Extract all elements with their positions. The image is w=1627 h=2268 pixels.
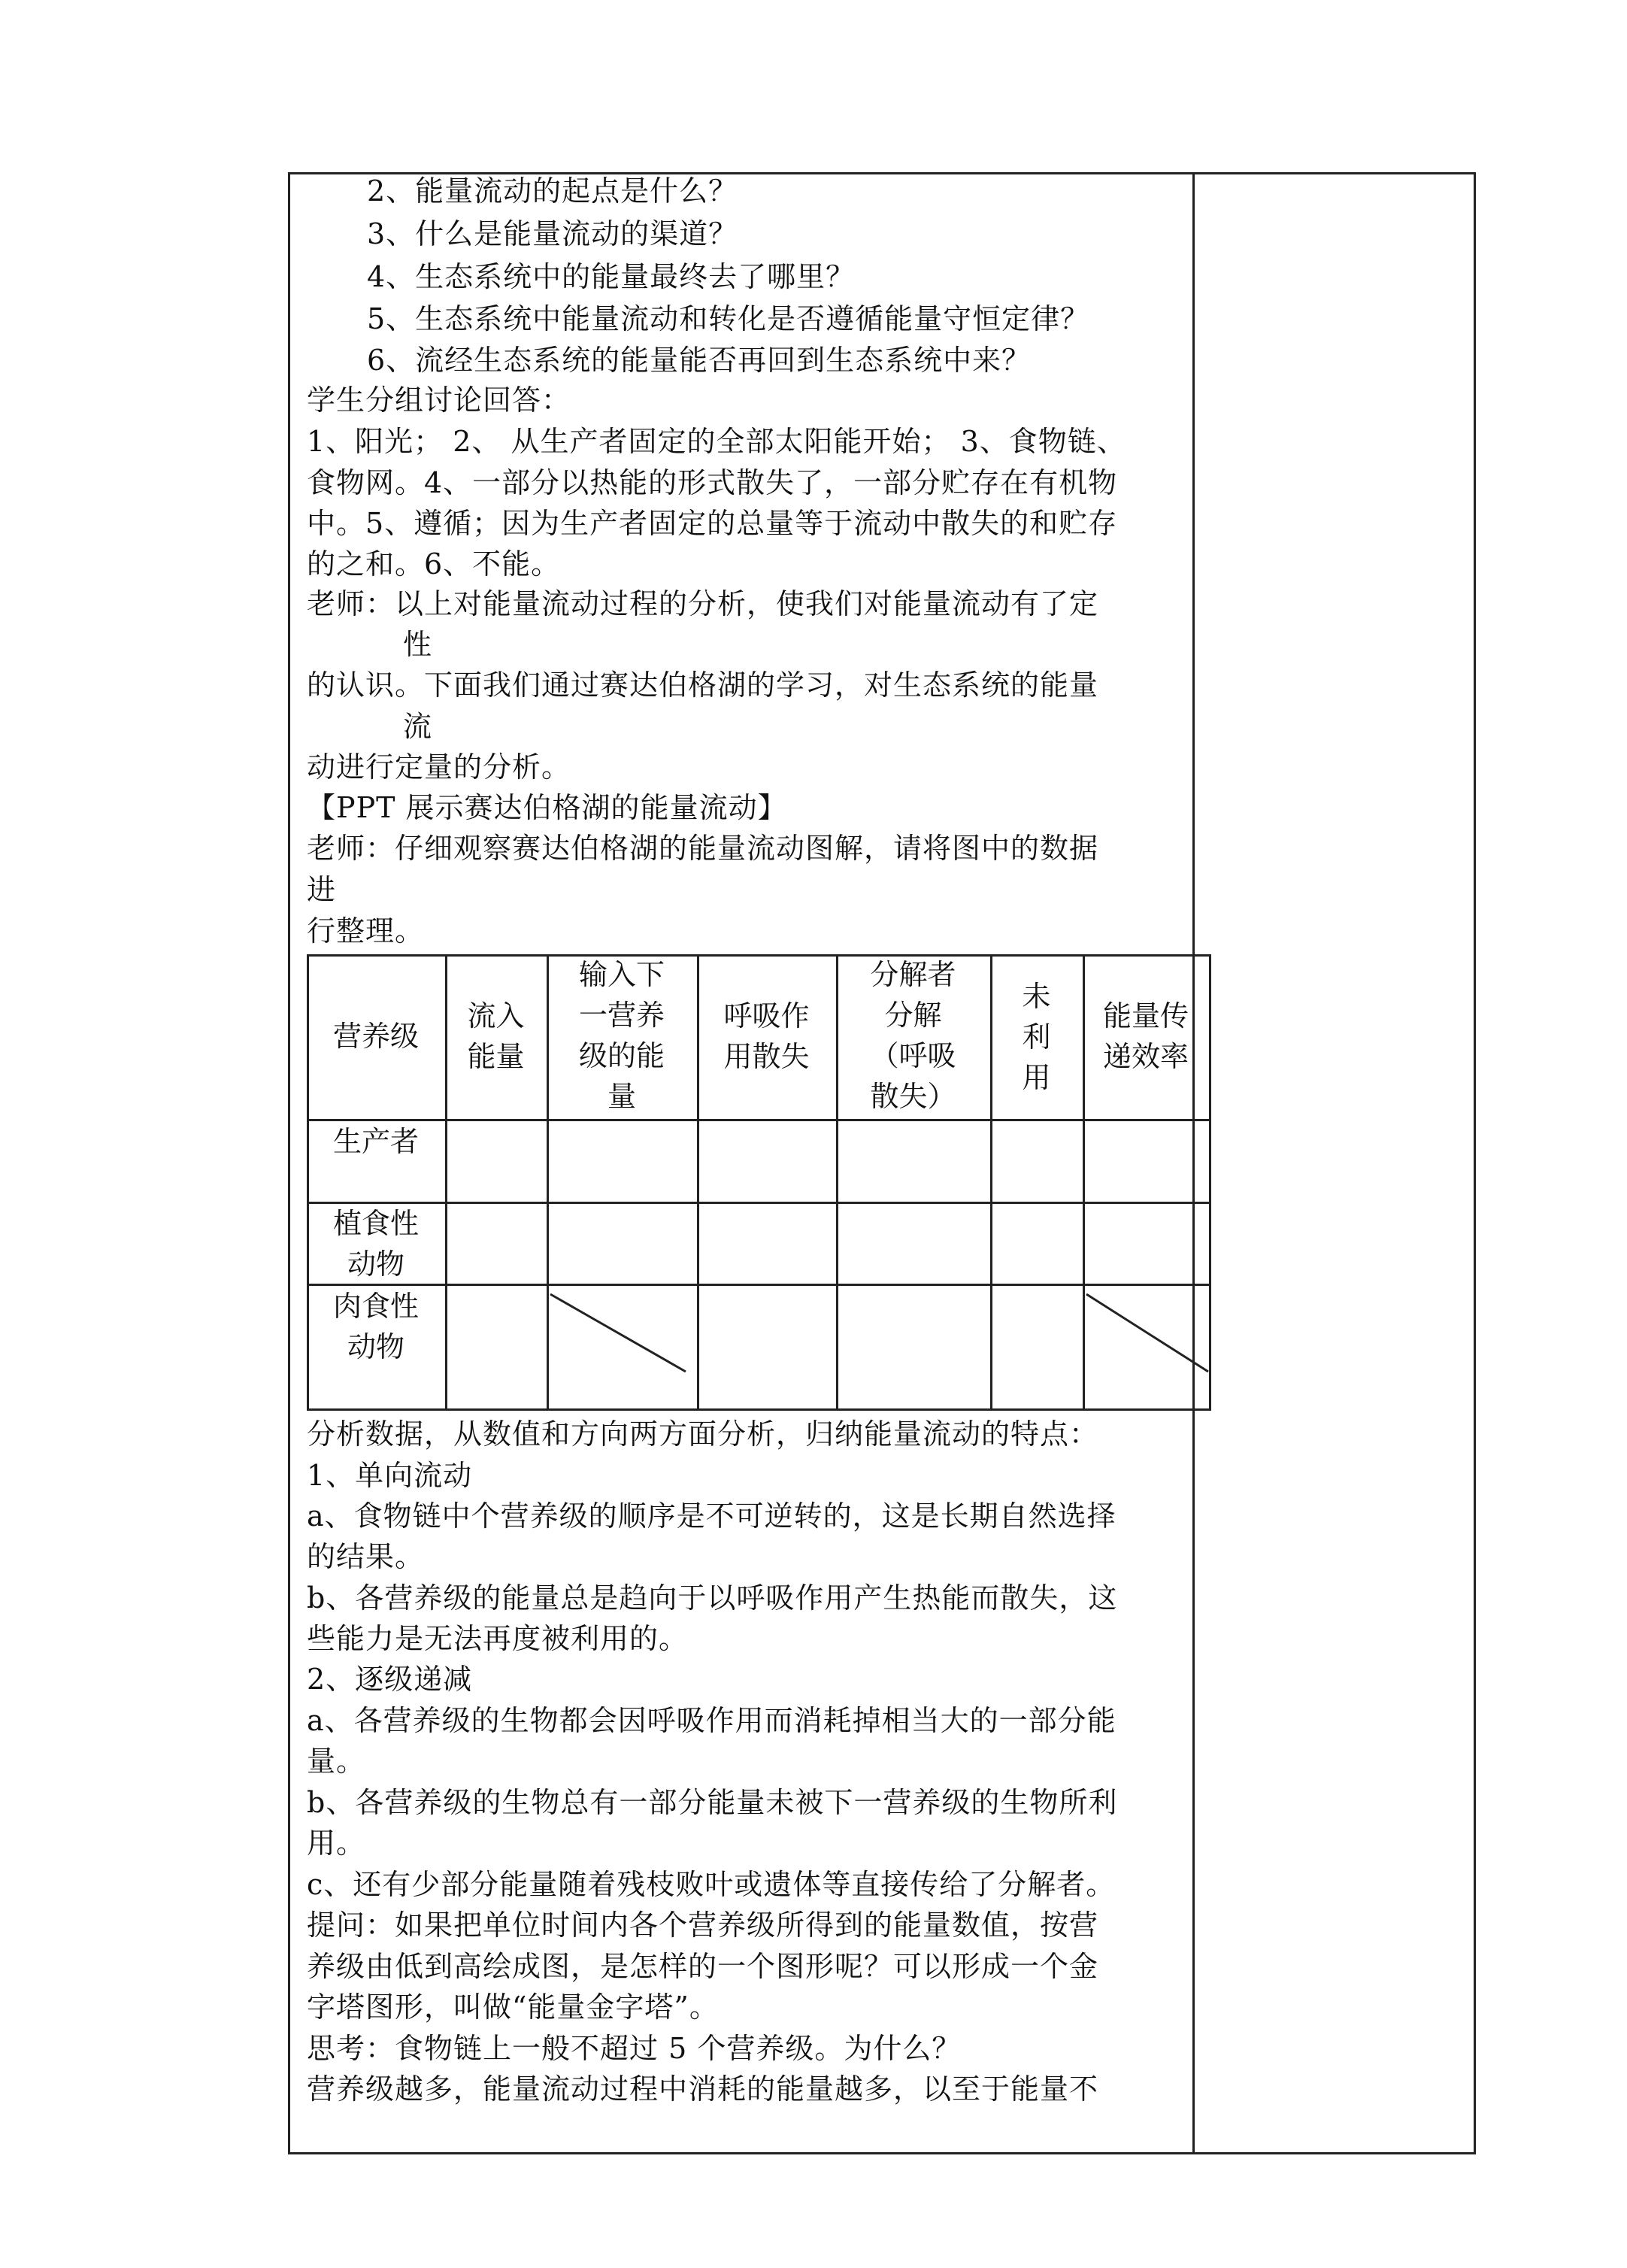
- answer-line: 1、阳光； 2、 从生产者固定的全部太阳能开始； 3、食物链、: [307, 425, 1126, 458]
- header-transfer-efficiency: 能量传 递效率: [1102, 999, 1189, 1073]
- question-2: 2、能量流动的起点是什么？: [367, 174, 738, 208]
- header-trophic-level: 营养级: [332, 1020, 419, 1053]
- think-line: 营养级越多，能量流动过程中消耗的能量越多，以至于能量不: [307, 2072, 1099, 2106]
- answer-line: 食物网。4、一部分以热能的形式散失了，一部分贮存在有机物: [307, 466, 1118, 499]
- analysis-line: c、还有少部分能量随着残枝败叶或遗体等直接传给了分解者。: [307, 1868, 1116, 1901]
- answer-line: 中。5、遵循；因为生产者固定的总量等于流动中散失的和贮存: [307, 507, 1118, 540]
- analysis-line: 分析数据，从数值和方向两方面分析，归纳能量流动的特点：: [307, 1418, 1099, 1451]
- analysis-line: 量。: [307, 1745, 366, 1778]
- question-line: 养级由低到高绘成图，是怎样的一个图形呢？可以形成一个金: [307, 1950, 1099, 1983]
- analysis-line: 用。: [307, 1827, 366, 1860]
- question-3: 3、什么是能量流动的渠道？: [367, 217, 738, 250]
- analysis-heading: 2、逐级递减: [307, 1663, 473, 1696]
- question-4: 4、生态系统中的能量最终去了哪里？: [367, 260, 856, 293]
- analysis-line: a、各营养级的生物都会因呼吸作用而消耗掉相当大的一部分能: [307, 1704, 1116, 1737]
- analysis-line: b、各营养级的生物总有一部分能量未被下一营养级的生物所利: [307, 1786, 1118, 1819]
- question-5: 5、生态系统中能量流动和转化是否遵循能量守恒定律？: [367, 302, 1090, 335]
- frame-divider: [1192, 172, 1195, 2154]
- analysis-line: 些能力是无法再度被利用的。: [307, 1622, 689, 1655]
- header-unused: 未 利 用: [1022, 980, 1051, 1094]
- header-inflow-energy: 流入 能量: [467, 999, 525, 1073]
- header-next-level-input: 输入下 一营养 级的能 量: [578, 958, 665, 1113]
- analysis-line: b、各营养级的能量总是趋向于以呼吸作用产生热能而散失，这: [307, 1581, 1118, 1615]
- analysis-line: a、食物链中个营养级的顺序是不可逆转的，这是长期自然选择: [307, 1499, 1116, 1533]
- answer-line: 的之和。6、不能。: [307, 547, 561, 581]
- question-6: 6、流经生态系统的能量能否再回到生态系统中来？: [367, 344, 1032, 377]
- discussion-label: 学生分组讨论回答：: [307, 384, 571, 417]
- row-herbivore: 植食性 动物: [332, 1207, 419, 1281]
- teacher-line: 行整理。: [307, 914, 425, 948]
- teacher-line: 老师：仔细观察赛达伯格湖的能量流动图解，请将图中的数据: [307, 832, 1099, 865]
- teacher-line: 动进行定量的分析。: [307, 750, 571, 784]
- header-respiration-loss: 呼吸作 用散失: [723, 999, 810, 1073]
- teacher-line-wrap: 性: [403, 628, 433, 661]
- analysis-line: 的结果。: [307, 1540, 425, 1573]
- header-decomposer: 分解者 分解 （呼吸 散失）: [870, 958, 956, 1113]
- teacher-line-wrap: 进: [307, 873, 337, 906]
- think-line: 思考：食物链上一般不超过 5 个营养级。为什么？: [307, 2032, 962, 2065]
- analysis-heading: 1、单向流动: [307, 1459, 473, 1492]
- empty-cell-diagonal: [549, 1293, 699, 1375]
- row-carnivore: 肉食性 动物: [332, 1290, 419, 1363]
- ppt-note: 【PPT 展示赛达伯格湖的能量流动】: [307, 791, 787, 824]
- teacher-line: 的认识。下面我们通过赛达伯格湖的学习，对生态系统的能量: [307, 669, 1099, 702]
- teacher-line: 老师：以上对能量流动过程的分析，使我们对能量流动有了定: [307, 587, 1099, 620]
- question-line: 字塔图形，叫做“能量金字塔”。: [307, 1991, 719, 2024]
- empty-cell-diagonal: [1085, 1293, 1211, 1375]
- question-line: 提问：如果把单位时间内各个营养级所得到的能量数值，按营: [307, 1909, 1099, 1942]
- row-producer: 生产者: [332, 1125, 419, 1158]
- teacher-line-wrap: 流: [403, 710, 433, 743]
